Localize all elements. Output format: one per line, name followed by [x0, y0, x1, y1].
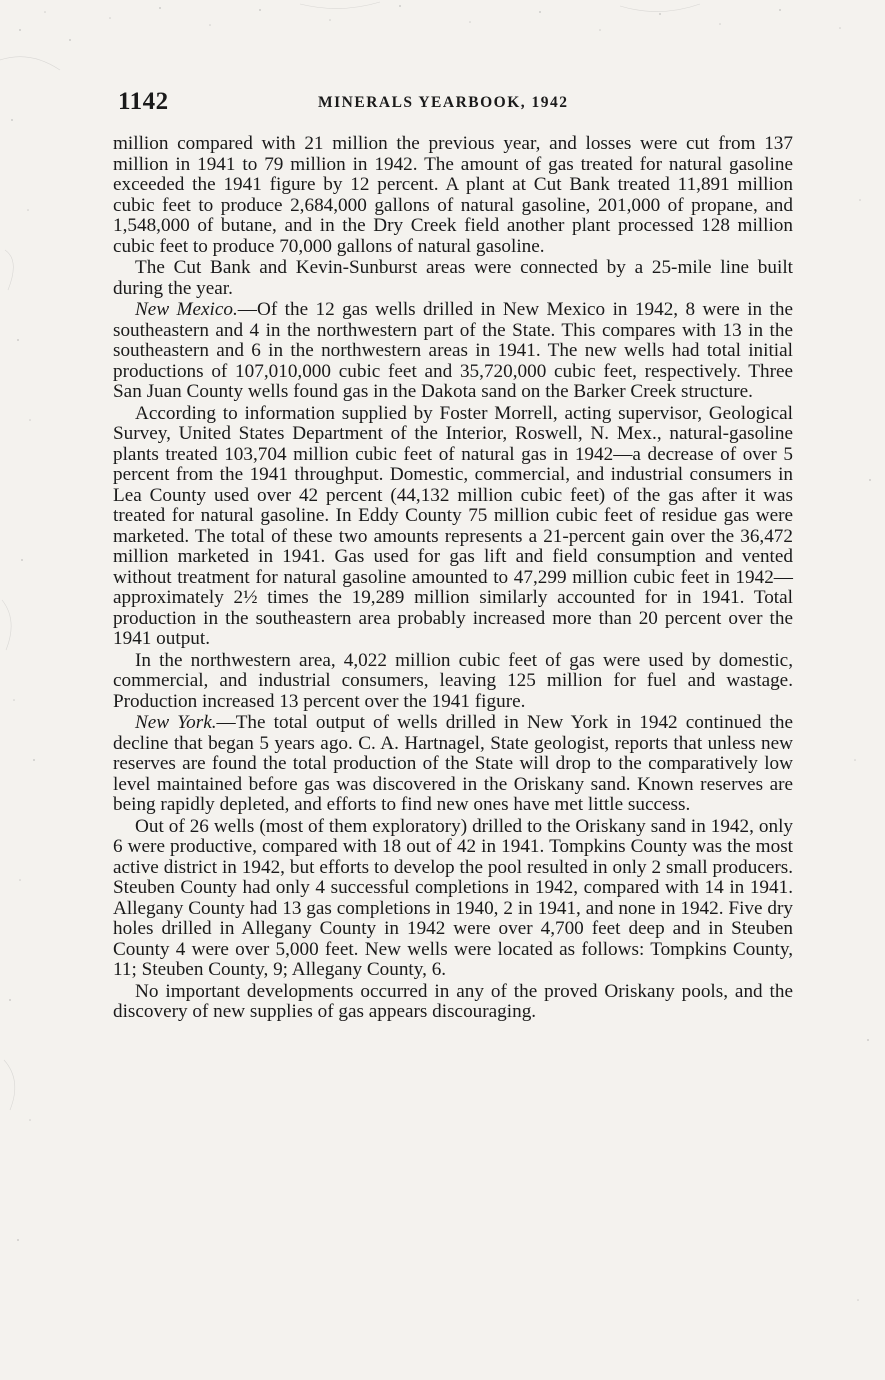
body-text — [113, 134, 793, 1023]
page-header — [113, 88, 793, 122]
paragraph: million compared with 21 million the previous year, and losses were cut from 137 million in 1941 to 79 million in 1942. The amount of gas treated for natural gasoline exceeded the 1941 figure by 12 percent. A plant at Cut Bank treated 11,891 million cubic feet to produce 2,684,000 gallons of natural gasoline, 201,000 of propane, and 1,548,000 of butane, and in the Dry Creek field another plant processed 128 million cubic feet to produce 70,000 gallons of natural gasoline. — [113, 133, 793, 257]
paragraph: New Mexico.—Of the 12 gas wells drilled in New Mexico in 1942, 8 were in the southeastern and 4 in the northwestern part of the State. This compares with 13 in the southeastern and 6 in the northwestern areas in 1941. The new wells had total initial productions of 107,010,000 cubic feet and 35,720,000 cubic feet, respectively. Three San Juan County wells found gas in the Dakota sand on the Barker Creek structure. — [113, 299, 794, 402]
section-heading: New York. — [135, 712, 217, 733]
paragraph: According to information supplied by Foster Morrell, acting supervisor, Geological Survey, United States Department of the Interior, Roswell, N. Mex., natural-gasoline plants treated 103,704 million cubic feet of natural gas in 1942—a decrease of over 5 percent from the 1941 throughput. Domestic, commercial, and industrial consumers in Lea County used over 42 percent (44,132 million cubic feet) of the gas after it was treated for natural gasoline. In Eddy County 75 million cubic feet of residue gas were marketed. The total of these two amounts represents a 21-percent gain over the 36,472 million marketed in 1941. Gas used for gas lift and field consumption and vented without treatment for natural gasoline amounted to 47,299 million cubic feet in 1942—approximately 2½ times the 19,289 million similarly accounted for in 1941. Total production in the southeastern area probably increased more than 20 percent over the 1941 output. — [113, 402, 793, 649]
section-heading: New Mexico. — [135, 299, 238, 320]
paragraph: The Cut Bank and Kevin-Sunburst areas were connected by a 25-mile line built during the year. — [113, 257, 793, 299]
paragraph: No important developments occurred in any of the proved Oriskany pools, and the discovery of new supplies of gas appears discouraging. — [113, 980, 793, 1022]
page-number: 1142 — [118, 88, 169, 115]
paragraph: New York.—The total output of wells drilled in New York in 1942 continued the decline that began 5 years ago. C. A. Hartnagel, State geologist, reports that unless new reserves are found the total production of the State will drop to the comparatively low level maintained before gas was discovered in the Oriskany sand. Known reserves are being rapidly depleted, and efforts to find new ones have met little success. — [113, 712, 793, 815]
page — [113, 88, 793, 1023]
paragraph: Out of 26 wells (most of them exploratory) drilled to the Oriskany sand in 1942, only 6 were productive, compared with 18 out of 42 in 1941. Tompkins County was the most active district in 1942, but efforts to develop the pool resulted in only 2 small producers. Steuben County had only 4 successful completions in 1942, compared with 14 in 1941. Allegany County had 13 gas completions in 1940, 2 in 1941, and none in 1942. Five dry holes drilled in Allegany County in 1942 were over 4,700 feet deep and in Steuben County 4 were over 5,000 feet. New wells were located as follows: Tompkins County, 11; Steuben County, 9; Allegany County, 6. — [113, 815, 793, 980]
running-head: MINERALS YEARBOOK, 1942 — [318, 94, 569, 111]
paragraph: In the northwestern area, 4,022 million cubic feet of gas were used by domestic, commercial, and industrial consumers, leaving 125 million for fuel and wastage. Production increased 13 percent over the 1941 figure. — [113, 649, 793, 712]
